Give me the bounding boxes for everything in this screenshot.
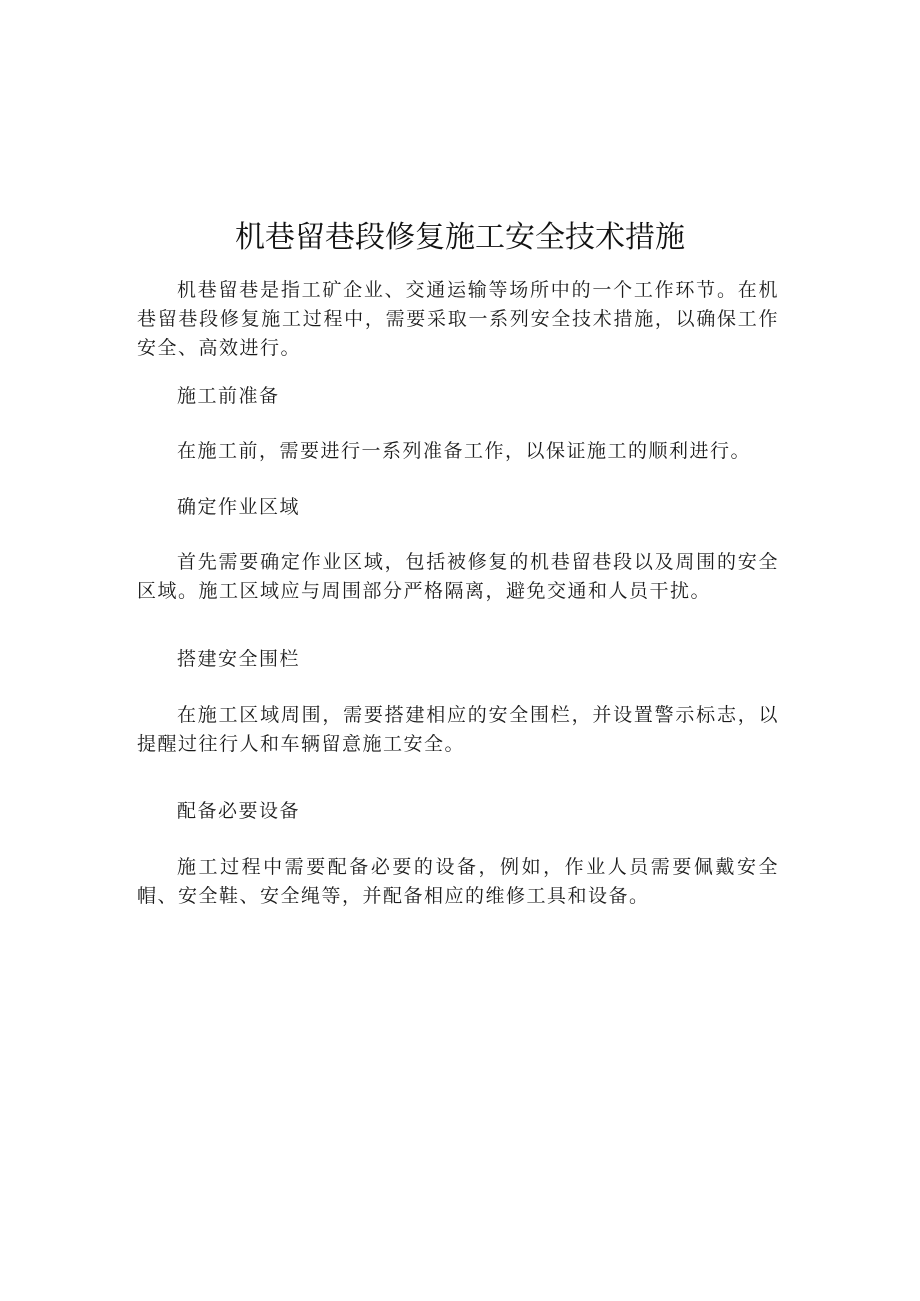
section-body-fence: 在施工区域周围，需要搭建相应的安全围栏，并设置警示标志，以提醒过往行人和车辆留意施工安全。 (137, 704, 779, 755)
intro-paragraph: 机巷留巷是指工矿企业、交通运输等场所中的一个工作环节。在机巷留巷段修复施工过程中，需要采取一系列安全技术措施，以确保工作安全、高效进行。 (137, 279, 779, 359)
document-title: 机巷留巷段修复施工安全技术措施 (235, 220, 685, 255)
section-heading-work-area: 确定作业区域 (177, 496, 301, 518)
section-body-work-area: 首先需要确定作业区域，包括被修复的机巷留巷段以及周围的安全区域。施工区域应与周围部分严格隔离，避免交通和人员干扰。 (137, 551, 779, 602)
section-body-preparation: 在施工前，需要进行一系列准备工作，以保证施工的顺利进行。 (177, 440, 752, 462)
section-heading-preparation: 施工前准备 (177, 385, 280, 407)
section-heading-equipment: 配备必要设备 (177, 800, 301, 822)
section-heading-fence: 搭建安全围栏 (177, 648, 301, 670)
section-body-equipment: 施工过程中需要配备必要的设备，例如，作业人员需要佩戴安全帽、安全鞋、安全绳等，并配备相应的维修工具和设备。 (137, 856, 779, 907)
